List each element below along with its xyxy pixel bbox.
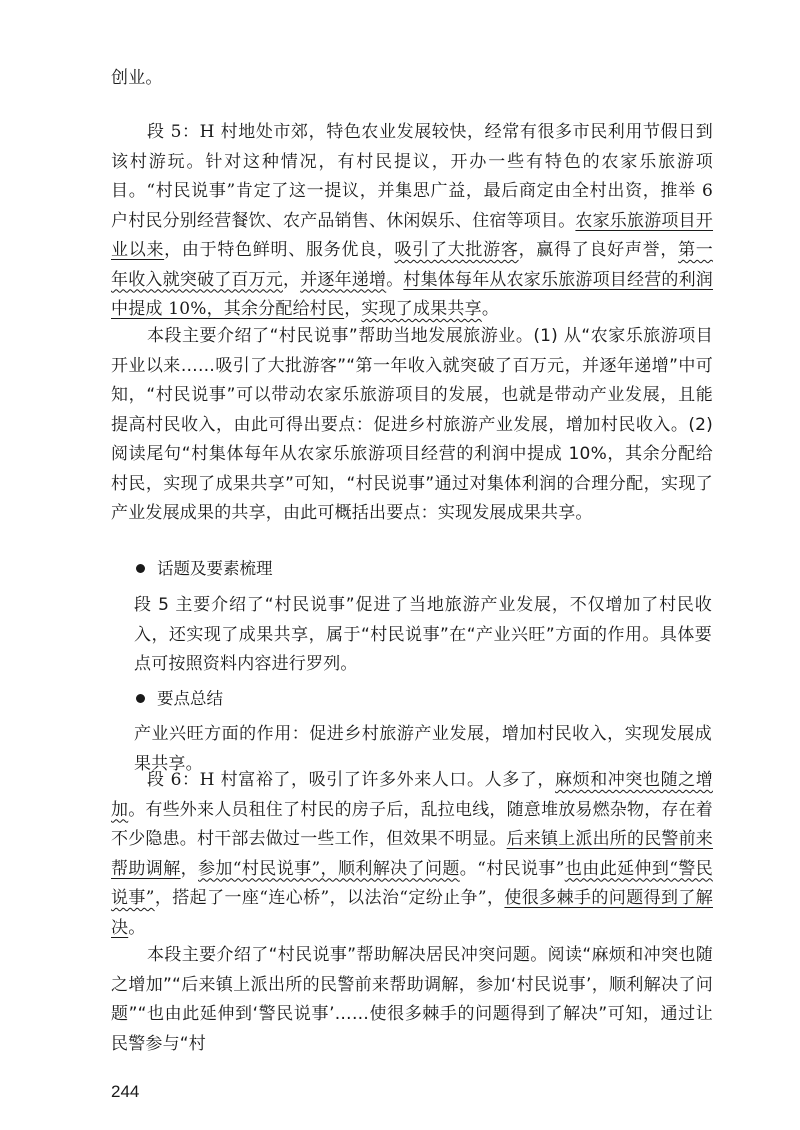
bullet-icon: [136, 694, 145, 703]
wavy-underlined-text: 参加“村民说事”，顺利解决了问题: [198, 858, 460, 879]
bullet-icon: [136, 564, 145, 573]
page-number: 244: [111, 1082, 140, 1101]
continued-line: [111, 64, 713, 94]
paragraph-5-material: 段 5：H 村地处市郊，特色农业发展较快，经常有很多市民利用节假日到该村游玩。针对这种情况，有村民提议，开办一些有特色的农家乐旅游项目。“村民说事”肯定了这一提议，并集思广益，最后商定由全村出资，推举 6 户村民分别经营餐饮、农产品销售、休闲娱乐、住宿等项目。农家乐旅游项目开业以来，由于特色鲜明、服务优良，吸引了大批游客，赢得了良好声誉，第一年收入就突破了百万元，并逐年递增。村集体每年从农家乐旅游项目经营的利润中提成 10%，其余分配给村民，实现了成果共享。: [111, 122, 714, 319]
topic-text: 段 5 主要介绍了“村民说事”促进了当地旅游产业发展，不仅增加了村民收入，还实现了成果共享，属于“村民说事”在“产业兴旺”方面的作用。具体要点可按照资料内容进行罗列。: [134, 595, 712, 674]
heading-summary: 要点总结: [136, 685, 223, 709]
summary-text: 产业兴旺方面的作用：促进乡村旅游产业发展，增加村民收入，实现发展成果共享。: [134, 724, 712, 774]
paragraph-6-material: 段 6：H 村富裕了，吸引了许多外来人口。人多了，麻烦和冲突也随之增加。有些外来人员租住了村民的房子后，乱拉电线，随意堆放易燃杂物，存在着不少隐患。村干部去做过一些工作，但效果不明显。后来镇上派出所的民警前来帮助调解，参加“村民说事”，顺利解决了问题。“村民说事”也由此延伸到“警民说事”，搭起了一座“连心桥”，以法治“定纷止争”，使很多棘手的问题得到了解决。: [111, 770, 714, 938]
wavy-underlined-text: 实现了成果共享: [361, 299, 482, 319]
continued-text: 创业。: [111, 68, 163, 88]
underlined-text: 使很多棘手的问题得到了解决: [111, 888, 713, 938]
wavy-underlined-text: 麻烦和冲突也随之增加: [111, 770, 713, 820]
wavy-underlined-text: 吸引了大批游客: [394, 240, 519, 260]
underlined-text: 农家乐旅游项目开业以来: [111, 210, 714, 260]
underlined-text: 后来镇上派出所的民警前来帮助调解: [111, 829, 714, 879]
paragraph-5-analysis: 本段主要介绍了“村民说事”帮助当地发展旅游业。(1) 从“农家乐旅游项目开业以来……吸引了大批游客”“第一年收入就突破了百万元，并逐年递增”中可知，“村民说事”可以带动农家乐旅游项目的发展，也就是带动产业发展，且能提高村民收入，由此可得出要点：促进乡村旅游产业发展，增加村民收入。(2) 阅读尾句“村集体每年从农家乐旅游项目经营的利润中提成 10%，其余分配给村民，实现了成果共享”可知，“村民说事”通过对集体利润的合理分配，实现了产业发展成果的共享，由此可概括出要点：实现发展成果共享。: [111, 326, 713, 523]
paragraph-6-analysis: 本段主要介绍了“村民说事”帮助解决居民冲突问题。阅读“麻烦和冲突也随之增加”“后来镇上派出所的民警前来帮助调解，参加‘村民说事’，顺利解决了问题”“也由此延伸到‘警民说事’……使很多棘手的问题得到了解决”可知，通过让民警参与“村: [111, 945, 713, 1054]
wavy-underlined-text: 也由此延伸到“警民说事”: [111, 858, 713, 908]
wavy-underlined-text: 并逐年递增: [300, 269, 387, 290]
wavy-underlined-text: 第一年收入就突破了百万元: [111, 240, 713, 290]
underlined-text: 村集体每年从农家乐旅游项目经营的利润中提成 10%，其余分配给村民: [111, 269, 714, 319]
heading-topic: 话题及要素梳理: [136, 555, 273, 579]
